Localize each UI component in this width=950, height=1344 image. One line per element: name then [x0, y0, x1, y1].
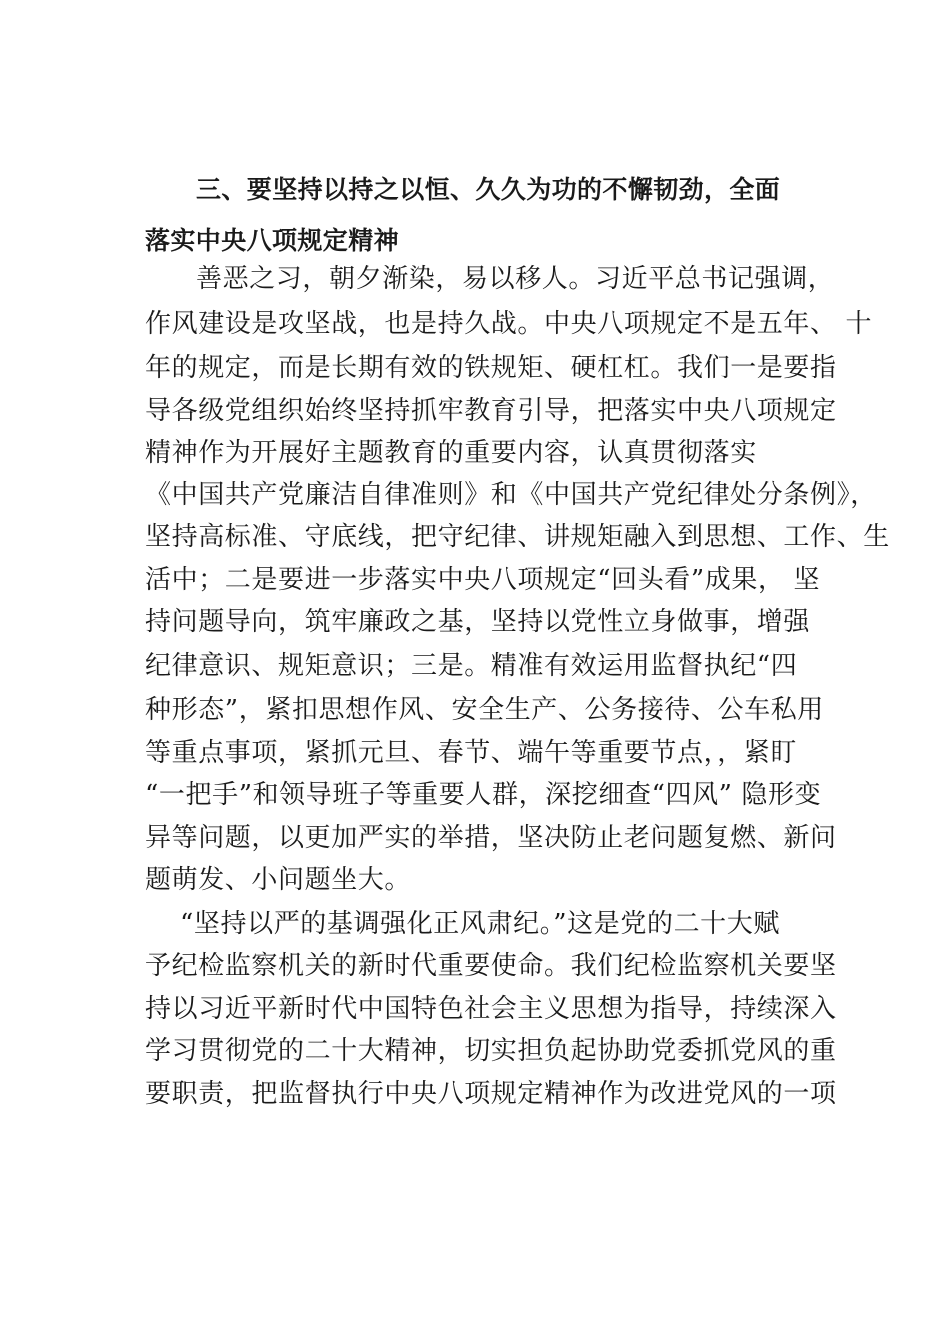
paragraph-1-line: 等重点事项，紧抓元旦、春节、端午等重要节点，，紧盯	[145, 738, 798, 768]
paragraph-2-line: 持以习近平新时代中国特色社会主义思想为指导，持续深入	[145, 994, 837, 1024]
paragraph-1-line: 种形态”，紧扣思想作风、安全生产、公务接待、公车私用	[145, 695, 824, 725]
paragraph-1-line: 精神作为开展好主题教育的重要内容，认真贯彻落实	[145, 438, 757, 468]
paragraph-1-line: 作风建设是攻坚战，也是持久战。中央八项规定不是五年、 十	[145, 309, 873, 339]
section-heading-line-1: 三、要坚持以持之以恒、久久为功的不懈韧劲，全面	[196, 175, 781, 204]
paragraph-1-line: 《中国共产党廉洁自律准则》和《中国共产党纪律处分条例》，	[145, 480, 877, 510]
paragraph-1-line: 善恶之习，朝夕渐染，易以移人。习近平总书记强调，	[196, 264, 835, 294]
paragraph-1-line: 导各级党组织始终坚持抓牢教育引导，把落实中央八项规定	[145, 396, 837, 426]
paragraph-1-line: 题萌发、小问题坐大。	[145, 865, 412, 895]
paragraph-1-line: 年的规定，而是长期有效的铁规矩、硬杠杠。我们一是要指	[145, 353, 837, 383]
paragraph-2-line: 学习贯彻党的二十大精神，切实担负起协助党委抓党风的重	[145, 1036, 837, 1066]
paragraph-1-line: “一把手”和领导班子等重要人群，深挖细查“四风” 隐形变	[145, 780, 822, 810]
paragraph-1-line: 异等问题，以更加严实的举措，坚决防止老问题复燃、新问	[145, 823, 837, 853]
paragraph-2-line: “坚持以严的基调强化正风肃纪。”这是党的二十大赋	[180, 909, 780, 939]
paragraph-1-line: 纪律意识、规矩意识；三是。精准有效运用监督执纪“四	[145, 651, 798, 681]
paragraph-2-line: 予纪检监察机关的新时代重要使命。我们纪检监察机关要坚	[145, 951, 837, 981]
section-heading-line-2: 落实中央八项规定精神	[145, 226, 400, 255]
paragraph-1-line: 持问题导向，筑牢廉政之基，坚持以党性立身做事，增强	[145, 607, 811, 637]
paragraph-1-line: 活中；二是要进一步落实中央八项规定“回头看”成果， 坚	[145, 565, 821, 595]
paragraph-1-line: 坚持高标准、守底线，把守纪律、讲规矩融入到思想、工作、生	[145, 522, 890, 552]
paragraph-2-line: 要职责，把监督执行中央八项规定精神作为改进党风的一项	[145, 1079, 837, 1109]
